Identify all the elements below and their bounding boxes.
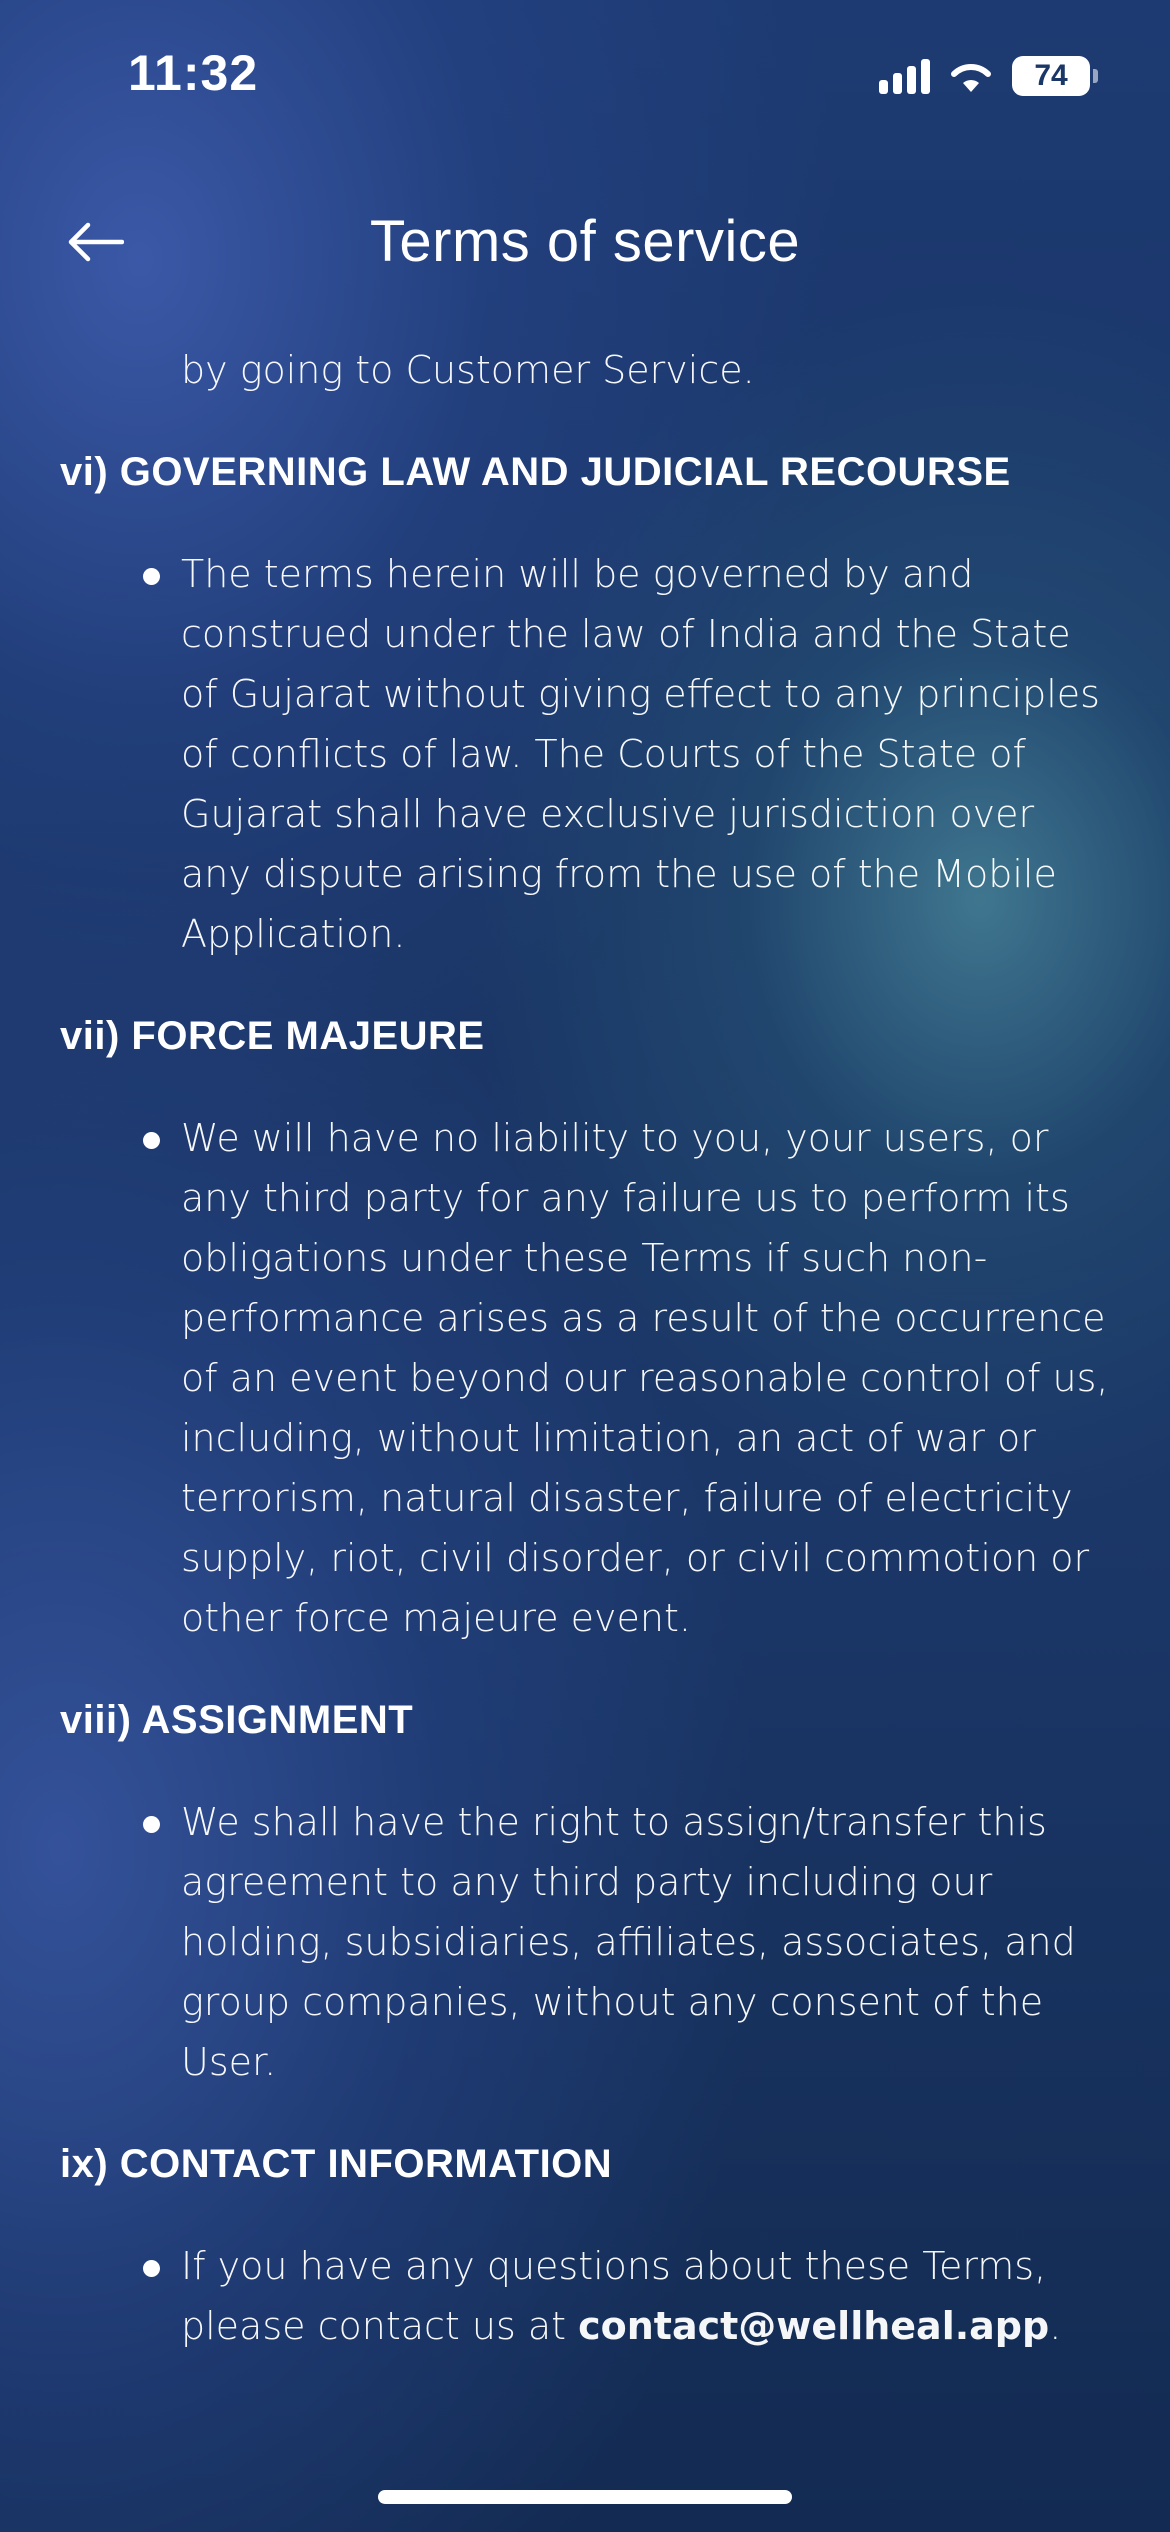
- continued-paragraph: by going to Customer Service.: [181, 348, 755, 392]
- bullet-governing-law: [181, 544, 1114, 964]
- section-heading-force-majeure: vii) FORCE MAJEURE: [60, 1014, 485, 1058]
- cellular-signal-icon: [879, 58, 930, 94]
- home-indicator[interactable]: [378, 2490, 792, 2504]
- bullet-dot: [143, 1132, 160, 1149]
- contact-email-link[interactable]: contact@wellheal.app: [578, 2304, 1050, 2348]
- bullet-text: If you have any questions about these Terms, please contact us at: [181, 2244, 1047, 2348]
- bullet-text: We shall have the right to assign/transfer this agreement to any third party including our holding, subsidiaries, affiliates, associates, and group companies, without any consent of the User.: [181, 1800, 1076, 2084]
- bullet-force-majeure: [181, 1108, 1114, 1648]
- section-heading-assignment: viii) ASSIGNMENT: [60, 1698, 414, 1742]
- section-heading-contact: ix) CONTACT INFORMATION: [60, 2142, 613, 2186]
- battery-level: 74: [1034, 59, 1068, 92]
- bullet-text: We will have no liability to you, your users, or any third party for any failure us to perform its obligations under these Terms if such non-performance arises as a result of the occurrence of an event beyond our reasonable control of us, including, without limitation, an act of war or terrorism, natural disaster, failure of electricity supply, riot, civil disorder, or civil commotion or other force majeure event.: [181, 1116, 1109, 1640]
- bullet-text: The terms herein will be governed by and construed under the law of India and the State of Gujarat without giving effect to any principles of conflicts of law. The Courts of the State of Gujarat shall have exclusive jurisdiction over any dispute arising from the use of the Mobile Application.: [181, 552, 1100, 956]
- status-bar: [0, 0, 1170, 150]
- header: [0, 190, 1170, 290]
- bullet-dot: [143, 568, 160, 585]
- section-heading-governing-law: vi) GOVERNING LAW AND JUDICIAL RECOURSE: [60, 450, 1011, 494]
- bullet-assignment: [181, 1792, 1114, 2092]
- terms-content[interactable]: [0, 340, 1170, 2356]
- battery-icon: [1012, 56, 1090, 96]
- bullet-dot: [143, 1816, 160, 1833]
- bullet-suffix: .: [1049, 2304, 1062, 2348]
- status-time: 11:32: [128, 45, 259, 101]
- status-icons: [879, 56, 1090, 96]
- bullet-dot: [143, 2260, 160, 2277]
- wifi-icon: [948, 58, 994, 94]
- page-title: Terms of service: [369, 209, 801, 274]
- bullet-contact: [181, 2236, 1114, 2356]
